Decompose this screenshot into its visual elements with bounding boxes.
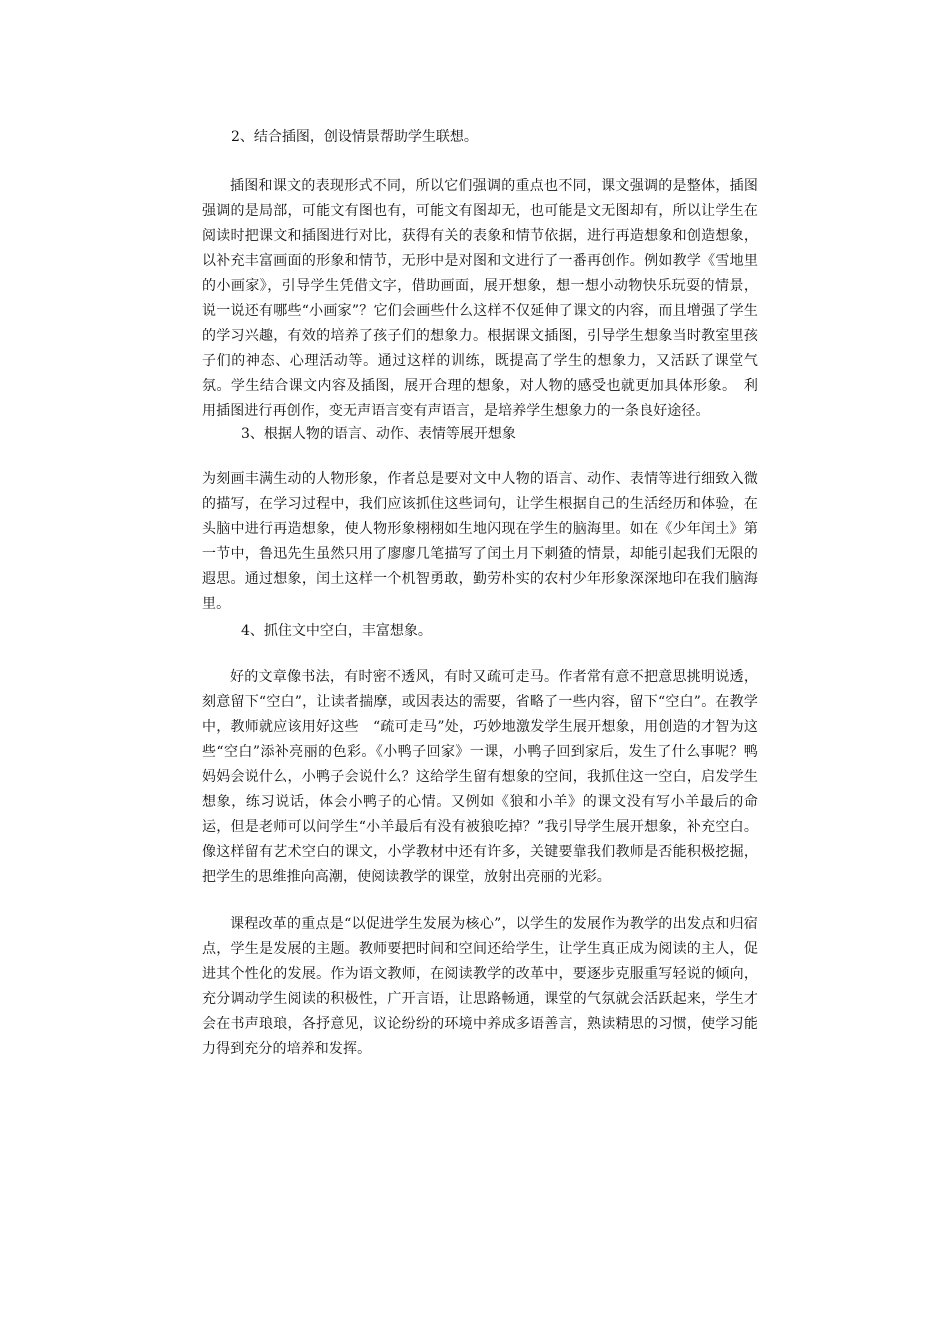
section-paragraph: 插图和课文的表现形式不同，所以它们强调的重点也不同，课文强调的是整体，插图强调的是局部，可能文有图也有，可能文有图却无，也可能是文无图却有，所以让学生在阅读时把课文和插图进行对比，获得有关的表象和情节依据，进行再造想象和创造想象，以补充丰富画面的形象和情节，无形中是对图和文进行了一番再创作。例如教学《雪地里的小画家》，引导学生凭借文字，借助画面，展开想象，想一想小动物快乐玩耍的情景，说一说还有哪些“小画家”？它们会画些什么这样不仅延伸了课文的内容，而且增强了学生的学习兴趣，有效的培养了孩子们的想象力。根据课文插图，引导学生想象当时教室里孩子们的神态、心理活动等。通过这样的训练，既提高了学生的想象力，又活跃了课堂气氛。学生结合课文内容及插图，展开合理的想象，对人物的感受也就更加具体形象。 利用插图进行再创作，变无声语言变有声语言，是培养学生想象力的一条良好途径。 <box>202 178 758 419</box>
closing-paragraph: 课程改革的重点是“以促进学生发展为核心”，以学生的发展作为教学的出发点和归宿点，学生是发展的主题。教师要把时间和空间还给学生，让学生真正成为阅读的主人，促进其个性化的发展。作为语文教师，在阅读教学的改革中，要逐步克服重写轻说的倾向，充分调动学生阅读的积极性，广开言语，让思路畅通，课堂的气氛就会活跃起来，学生才会在书声琅琅，各抒意见，议论纷纷的环境中养成多语善言，熟读精思的习惯，使学习能力得到充分的培养和发挥。 <box>202 916 758 1057</box>
section-paragraph: 好的文章像书法，有时密不透风，有时又疏可走马。作者常有意不把意思挑明说透，刻意留下“空白”，让读者揣摩，或因表达的需要，省略了一些内容，留下“空白”。在教学中，教师就应该用好这些 “疏可走马”处，巧妙地激发学生展开想象，用创造的才智为这些“空白”添补亮丽的色彩。《小鸭子回家》一课，小鸭子回到家后，发生了什么事呢？鸭妈妈会说什么，小鸭子会说什么？这给学生留有想象的空间，我抓住这一空白，启发学生想象，练习说话，体会小鸭子的心情。又例如《狼和小羊》的课文没有写小羊最后的命运，但是老师可以问学生“小羊最后有没有被狼吃掉？”我引导学生展开想象，补充空白。像这样留有艺术空白的课文，小学教材中还有许多，关键要靠我们教师是否能积极挖掘，把学生的思维推向高潮，使阅读教学的课堂，放射出亮丽的光彩。 <box>202 669 758 885</box>
section-heading: 3、根据人物的语言、动作、表情等展开想象 <box>241 426 516 442</box>
section-heading: 2、结合插图，创设情景帮助学生联想。 <box>231 129 478 145</box>
section-heading: 4、抓住文中空白，丰富想象。 <box>241 623 432 639</box>
section-paragraph: 为刻画丰满生动的人物形象，作者总是要对文中人物的语言、动作、表情等进行细致入微的描写，在学习过程中，我们应该抓住这些词句，让学生根据自己的生活经历和体验，在头脑中进行再造想象，使人物形象栩栩如生地闪现在学生的脑海里。如在《少年闰土》第一节中，鲁迅先生虽然只用了廖廖几笔描写了闰土月下刺猹的情景，却能引起我们无限的遐思。通过想象，闰土这样一个机智勇敢，勤劳朴实的农村少年形象深深地印在我们脑海里。 <box>202 471 758 612</box>
